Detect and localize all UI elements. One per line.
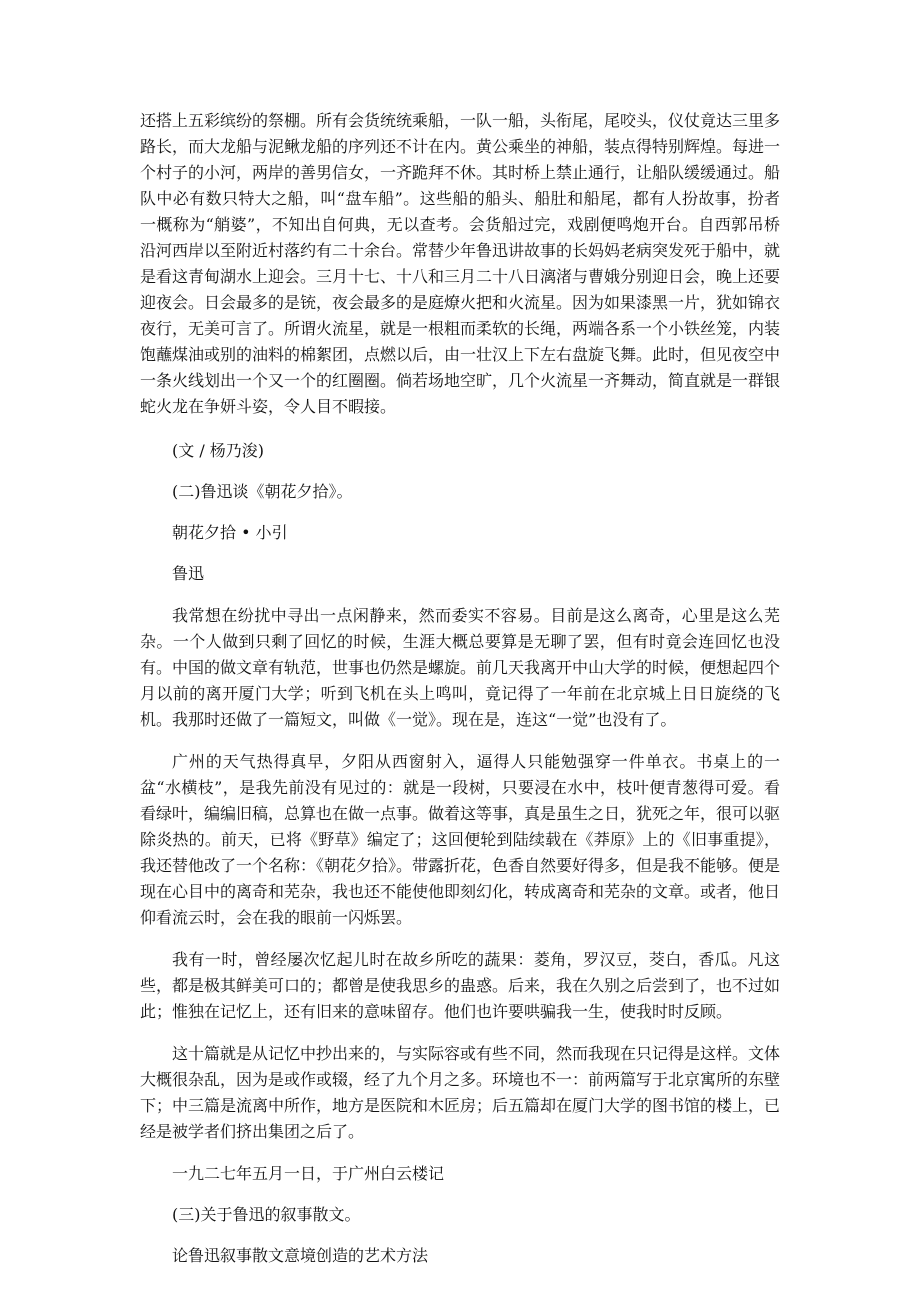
- paragraph-intro-2: 广州的天气热得真早，夕阳从西窗射入，逼得人只能勉强穿一件单衣。书桌上的一盆“水横枝”，是我先前没有见过的：就是一段树，只要浸在水中，枝叶便青葱得可爱。看看绿叶，编编旧稿，总算也在做一点事。做着这等事，真是虽生之日，犹死之年，很可以驱除炎热的。前天，已将《野草》编定了；这回便轮到陆续载在《莽原》上的《旧事重提》，我还替他改了一个名称：《朝花夕拾》。带露折花，色香自然要好得多，但是我不能够。便是现在心目中的离奇和芜杂，我也还不能使他即刻幻化，转成离奇和芜杂的文章。或者，他日仰看流云时，会在我的眼前一闪烁罢。: [140, 752, 781, 927]
- author-credit: (文 / 杨乃浚): [172, 441, 265, 460]
- section-heading-3: (三)关于鲁迅的叙事散文。: [172, 1205, 361, 1224]
- paragraph-intro-1: 我常想在纷扰中寻出一点闲静来，然而委实不容易。目前是这么离奇，心里是这么芜杂。一个人做到只剩了回忆的时候，生涯大概总要算是无聊了罢，但有时竟会连回忆也没有。中国的做文章有轨范，世事也仍然是螺旋。前几天我离开中山大学的时候，便想起四个月以前的离开厦门大学；听到飞机在头上鸣叫，竟记得了一年前在北京城上日日旋绕的飞机。我那时还做了一篇短文，叫做《一觉》。现在是，连这“一觉”也没有了。: [140, 606, 781, 729]
- essay-title: 朝花夕拾 • 小引: [172, 523, 288, 542]
- paragraph-intro-4: 这十篇就是从记忆中抄出来的，与实际容或有些不同，然而我现在只记得是这样。文体大概很杂乱，因为是或作或辍，经了九个月之多。环境也不一：前两篇写于北京寓所的东壁下；中三篇是流离中所作，地方是医院和木匠房；后五篇却在厦门大学的图书馆的楼上，已经是被学者们挤出集团之后了。: [140, 1044, 781, 1141]
- essay-date-signature: 一九二七年五月一日，于广州白云楼记: [172, 1164, 445, 1183]
- essay-author: 鲁迅: [172, 564, 205, 583]
- document-page: [140, 108, 780, 1269]
- section-heading-2: (二)鲁迅谈《朝花夕拾》。: [172, 482, 353, 501]
- paragraph-festival-boats: 还搭上五彩缤纷的祭棚。所有会货统统乘船，一队一船，头衔尾，尾咬头，仪仗竟达三里多路长，而大龙船与泥鳅龙船的序列还不计在内。黄公乘坐的神船，装点得特别辉煌。每进一个村子的小河，两岸的善男信女，一齐跪拜不休。其时桥上禁止通行，让船队缓缓通过。船队中必有数只特大之船，叫“盘车船”。这些船的船头、船肚和船尾，都有人扮故事，扮者一概称为“艄婆”，不知出自何典，无以查考。会货船过完，戏剧便鸣炮开台。自西郭吊桥沿河西岸以至附近村落约有二十余台。常替少年鲁迅讲故事的长妈妈老病突发死于船中，就是看这青甸湖水上迎会。三月十七、十八和三月二十八日漓渚与曹娥分别迎日会，晚上还要迎夜会。日会最多的是铳，夜会最多的是庭燎火把和火流星。因为如果漆黑一片，犹如锦衣夜行，无美可言了。所谓火流星，就是一根粗而柔软的长绳，两端各系一个小铁丝笼，内装饱蘸煤油或别的油料的棉絮团，点燃以后，由一壮汉上下左右盘旋飞舞。此时，但见夜空中一条火线划出一个又一个的红圈圈。倘若场地空旷，几个火流星一齐舞动，简直就是一群银蛇火龙在争妍斗姿，令人目不暇接。: [140, 111, 781, 416]
- article-title: 论鲁迅叙事散文意境创造的艺术方法: [172, 1246, 429, 1265]
- paragraph-intro-3: 我有一时，曾经屡次忆起儿时在故乡所吃的蔬果：菱角，罗汉豆，茭白，香瓜。凡这些，都是极其鲜美可口的；都曾是使我思乡的蛊惑。后来，我在久别之后尝到了，也不过如此；惟独在记忆上，还有旧来的意味留存。他们也许要哄骗我一生，使我时时反顾。: [140, 950, 781, 1021]
